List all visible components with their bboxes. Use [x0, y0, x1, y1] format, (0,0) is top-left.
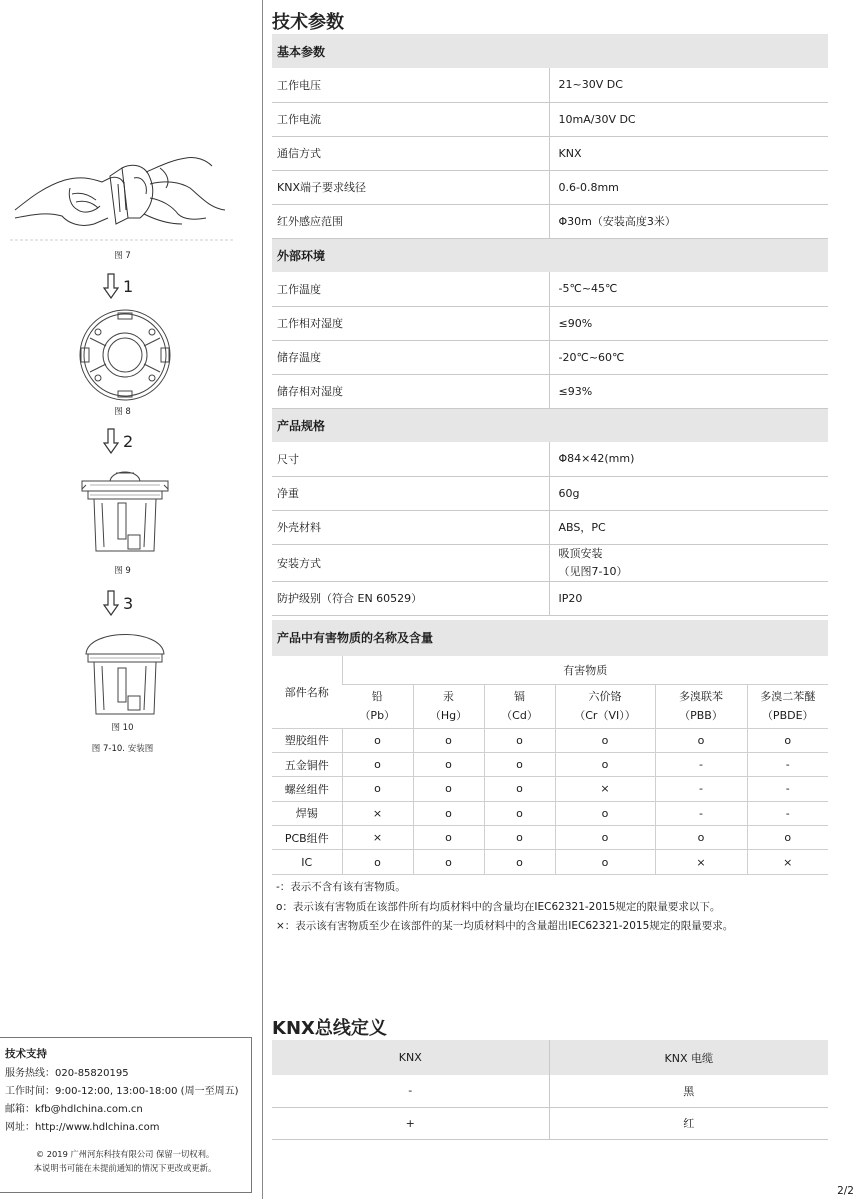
hazard-table [272, 656, 828, 875]
hazard-cell: × [342, 826, 413, 850]
spec-value: 21~30V DC [549, 68, 828, 102]
hazard-cell: o [655, 826, 747, 850]
spec-value: IP20 [549, 581, 828, 615]
spec-value: 10mA/30V DC [549, 102, 828, 136]
spec-label: KNX端子要求线径 [272, 170, 549, 204]
figure-9 [10, 463, 235, 576]
hazard-cell: o [413, 728, 484, 752]
knx-bus-title: KNX总线定义 [272, 1018, 387, 1039]
spec-row [272, 170, 828, 204]
hazard-cell: o [413, 752, 484, 776]
knx-terminal: + [272, 1107, 549, 1139]
section-title: 产品规格 [272, 408, 828, 442]
spec-value: Φ30m（安装高度3米） [549, 204, 828, 238]
down-arrow-icon [103, 428, 119, 454]
hazard-cell: o [747, 728, 828, 752]
spec-value: ≤90% [549, 306, 828, 340]
spec-row [272, 476, 828, 510]
part-name: 塑胶组件 [272, 728, 342, 752]
substance-col [342, 684, 413, 728]
substance-symbol: （Hg） [429, 709, 468, 722]
spec-label: 外壳材料 [272, 510, 549, 544]
hazard-cell: o [484, 752, 555, 776]
figure-7 [10, 148, 235, 261]
substance-col [655, 684, 747, 728]
hazard-cell: - [747, 752, 828, 776]
spec-value: -5℃~45℃ [549, 272, 828, 306]
hazard-row [272, 801, 828, 825]
install-figures-caption: 图 7-10. 安装图 [91, 744, 154, 754]
section-title: 基本参数 [272, 34, 828, 68]
figure-10 [10, 620, 235, 733]
spec-row [272, 340, 828, 374]
hazard-notes [276, 878, 733, 937]
hazard-cell: o [484, 850, 555, 874]
step-number: 3 [123, 593, 134, 613]
section-header [272, 408, 828, 442]
part-name: 五金铜件 [272, 752, 342, 776]
substance-name: 六价铬 [588, 690, 622, 703]
hazard-cell: o [413, 826, 484, 850]
hazard-cell: - [655, 801, 747, 825]
spec-value: 60g [549, 476, 828, 510]
substance-name: 镉 [514, 690, 525, 703]
part-name: IC [272, 850, 342, 874]
step-2-arrow [103, 428, 133, 454]
part-name: 焊锡 [272, 801, 342, 825]
knx-cable-color: 红 [549, 1107, 828, 1139]
disclaimer-text: 本说明书可能在未提前通知的情况下更改或更新。 [33, 1163, 217, 1173]
note-absent: -：表示不含有该有害物质。 [276, 881, 406, 893]
spec-label: 尺寸 [272, 442, 549, 476]
spec-row [272, 68, 828, 102]
hazard-cell: o [342, 850, 413, 874]
hazard-cell: o [555, 850, 655, 874]
specs-table [272, 34, 828, 616]
knx-terminal: - [272, 1075, 549, 1107]
substance-symbol: （Cr（VI）） [574, 709, 636, 722]
spec-value: ABS，PC [549, 510, 828, 544]
hazard-cell: - [655, 752, 747, 776]
spec-label: 工作温度 [272, 272, 549, 306]
sensor-installed-illustration [10, 620, 235, 718]
part-name: PCB组件 [272, 826, 342, 850]
spec-label: 储存相对湿度 [272, 374, 549, 408]
down-arrow-icon [103, 273, 119, 299]
spec-row [272, 102, 828, 136]
spec-label: 红外感应范围 [272, 204, 549, 238]
figure-7-caption: 图 7 [114, 251, 131, 261]
figure-10-caption: 图 10 [111, 723, 134, 733]
hazard-cell: o [484, 801, 555, 825]
spec-row [272, 272, 828, 306]
spec-label: 工作电流 [272, 102, 549, 136]
specs-title: 技术参数 [272, 12, 344, 33]
hazard-cell: o [484, 728, 555, 752]
spec-label: 通信方式 [272, 136, 549, 170]
hazard-row [272, 728, 828, 752]
hazard-cell: o [342, 728, 413, 752]
hazard-row [272, 777, 828, 801]
knx-header: KNX [272, 1040, 549, 1075]
knx-cable-color: 黑 [549, 1075, 828, 1107]
spec-row [272, 581, 828, 615]
hands-install-illustration [10, 148, 235, 246]
spec-value: KNX [549, 136, 828, 170]
spec-value-line2: （见图7-10） [558, 564, 628, 578]
step-number: 2 [123, 431, 134, 451]
knx-header-row [272, 1040, 828, 1075]
hazard-cell: - [747, 777, 828, 801]
hazard-cell: o [413, 777, 484, 801]
hazard-title: 产品中有害物质的名称及含量 [272, 620, 828, 656]
section-header [272, 34, 828, 68]
hazard-cell: × [342, 801, 413, 825]
hazard-cell: o [413, 801, 484, 825]
figure-8 [10, 308, 235, 417]
hazard-row [272, 826, 828, 850]
support-hours: 工作时间：9:00-12:00, 13:00-18:00 (周一至周五) [5, 1086, 239, 1097]
hazard-row [272, 752, 828, 776]
hazard-cell: × [655, 850, 747, 874]
hazard-cell: o [555, 728, 655, 752]
knx-cable-header: KNX 电缆 [549, 1040, 828, 1075]
support-title: 技术支持 [5, 1048, 47, 1060]
spec-row [272, 204, 828, 238]
hazard-cell: - [747, 801, 828, 825]
hazard-cell: o [413, 850, 484, 874]
spec-value [549, 544, 828, 581]
step-3-arrow [103, 590, 133, 616]
substance-header: 有害物质 [342, 656, 828, 684]
part-header: 部件名称 [272, 656, 342, 728]
knx-row [272, 1075, 828, 1107]
spec-value: 0.6-0.8mm [549, 170, 828, 204]
hazard-cell: o [747, 826, 828, 850]
spec-value: Φ84×42(mm) [549, 442, 828, 476]
note-above-limit: ×：表示该有害物质至少在该部件的某一均质材料中的含量超出IEC62321-2015规定的限量要求。 [276, 920, 734, 932]
spec-value: -20℃~60℃ [549, 340, 828, 374]
spec-row [272, 374, 828, 408]
tech-support-box [0, 1037, 252, 1193]
figure-8-caption: 图 8 [114, 407, 131, 417]
base-plate-illustration [10, 308, 235, 402]
hazard-cell: × [747, 850, 828, 874]
section-title: 外部环境 [272, 238, 828, 272]
substance-col [555, 684, 655, 728]
substance-name: 多溴联苯 [679, 690, 723, 703]
spec-value: ≤93% [549, 374, 828, 408]
hazard-cell: o [342, 777, 413, 801]
spec-row [272, 442, 828, 476]
sensor-mounting-illustration [10, 463, 235, 561]
hazard-row [272, 850, 828, 874]
substance-symbol: （Pb） [359, 709, 396, 722]
support-hotline: 服务热线：020-85820195 [5, 1068, 129, 1079]
substance-col [484, 684, 555, 728]
hazard-cell: o [484, 826, 555, 850]
hazard-cell: - [655, 777, 747, 801]
hazard-cell: o [555, 801, 655, 825]
substance-symbol: （Cd） [501, 709, 538, 722]
section-header [272, 238, 828, 272]
spec-label: 工作电压 [272, 68, 549, 102]
spec-value-line1: 吸顶安装 [558, 546, 603, 560]
spec-row [272, 306, 828, 340]
spec-row [272, 510, 828, 544]
step-number: 1 [123, 276, 134, 296]
figure-9-caption: 图 9 [114, 566, 131, 576]
copyright-text: © 2019 广州河东科技有限公司 保留一切权利。 [35, 1149, 215, 1159]
substance-name: 多溴二苯醚 [760, 690, 816, 703]
spec-row [272, 544, 828, 581]
step-1-arrow [103, 273, 133, 299]
spec-label: 储存温度 [272, 340, 549, 374]
hazard-cell: o [655, 728, 747, 752]
spec-label: 工作相对湿度 [272, 306, 549, 340]
hazard-cell: o [484, 777, 555, 801]
spec-label: 防护级别（符合 EN 60529） [272, 581, 549, 615]
hazard-cell: o [342, 752, 413, 776]
note-below-limit: o：表示该有害物质在该部件所有均质材料中的含量均在IEC62321-2015规定的限量要求以下。 [276, 900, 721, 913]
substance-col [747, 684, 828, 728]
support-email: 邮箱：kfb@hdlchina.com.cn [5, 1104, 143, 1115]
support-website: 网址：http://www.hdlchina.com [5, 1122, 160, 1133]
hazard-cell: o [555, 752, 655, 776]
column-divider [262, 0, 263, 1199]
substance-name: 铅 [371, 690, 383, 703]
knx-row [272, 1107, 828, 1139]
substance-name: 汞 [443, 690, 454, 703]
hazard-cell: o [555, 826, 655, 850]
substance-col [413, 684, 484, 728]
down-arrow-icon [103, 590, 119, 616]
substance-symbol: （PBB） [679, 709, 723, 722]
substance-symbol: （PBDE） [761, 709, 814, 722]
spec-label: 安装方式 [272, 544, 549, 581]
page-number: 2/2 [837, 1185, 854, 1197]
part-name: 螺丝组件 [272, 777, 342, 801]
knx-bus-table [272, 1040, 828, 1140]
spec-label: 净重 [272, 476, 549, 510]
spec-row [272, 136, 828, 170]
hazard-cell: × [555, 777, 655, 801]
